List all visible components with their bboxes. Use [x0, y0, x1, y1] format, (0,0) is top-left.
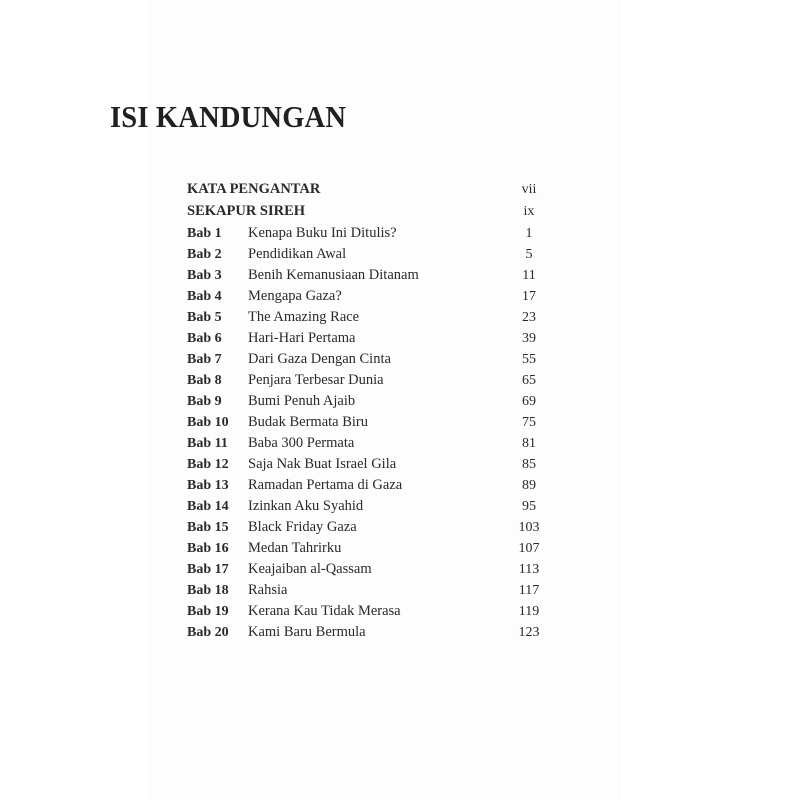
chapter-number: Bab 3: [187, 268, 222, 283]
toc-chapter-row: [187, 454, 549, 475]
toc-entry-kata-pengantar: [187, 179, 549, 201]
chapter-page: 85: [522, 457, 536, 472]
toc-chapter-row: [187, 538, 549, 559]
chapter-number: Bab 20: [187, 625, 229, 640]
chapter-title: Ramadan Pertama di Gaza: [248, 477, 403, 493]
toc-entry-sekapur-sireh: [187, 201, 549, 223]
chapter-page: 11: [522, 268, 536, 283]
chapter-number: Bab 16: [187, 541, 229, 556]
chapter-title: Baba 300 Permata: [248, 435, 355, 451]
chapter-page: 81: [522, 436, 536, 451]
chapter-title: Benih Kemanusiaan Ditanam: [248, 267, 419, 283]
chapter-page: 113: [518, 562, 540, 577]
chapter-number: Bab 11: [187, 436, 228, 451]
chapter-title: Bumi Penuh Ajaib: [248, 393, 356, 409]
chapter-page: 95: [522, 499, 536, 514]
chapter-title: Rahsia: [248, 582, 288, 598]
toc-chapter-row: [187, 307, 549, 328]
chapter-number: Bab 15: [187, 520, 229, 535]
toc-chapter-row: [187, 349, 549, 370]
chapter-page: 117: [518, 583, 540, 598]
chapter-number: Bab 18: [187, 583, 229, 598]
page-title: ISI KANDUNGAN: [110, 99, 347, 134]
chapter-page: 75: [522, 415, 536, 430]
chapter-title: Keajaiban al-Qassam: [248, 561, 372, 577]
chapter-page: 103: [518, 520, 540, 535]
toc-chapter-row: [187, 517, 549, 538]
chapter-number: Bab 4: [187, 289, 222, 304]
chapter-page: 123: [518, 625, 540, 640]
toc-entry-label: KATA PENGANTAR: [187, 181, 321, 197]
toc-entry-label: SEKAPUR SIREH: [187, 203, 306, 219]
toc-chapter-row: [187, 580, 549, 601]
table-of-contents: [187, 179, 549, 643]
chapter-page: 1: [525, 226, 533, 241]
chapter-title: Saja Nak Buat Israel Gila: [248, 456, 397, 472]
chapter-page: 23: [522, 310, 536, 325]
chapter-page: 65: [522, 373, 536, 388]
chapter-title: Kerana Kau Tidak Merasa: [248, 603, 401, 619]
toc-chapter-row: [187, 265, 549, 286]
chapter-number: Bab 5: [187, 310, 222, 325]
chapter-title: Hari-Hari Pertama: [248, 330, 356, 346]
chapter-page: 89: [522, 478, 536, 493]
chapter-title: Kenapa Buku Ini Ditulis?: [248, 225, 397, 241]
chapter-title: Dari Gaza Dengan Cinta: [248, 351, 391, 367]
chapter-page: 5: [525, 247, 533, 262]
chapter-title: Mengapa Gaza?: [248, 288, 342, 304]
toc-chapter-row: [187, 496, 549, 517]
chapter-number: Bab 6: [187, 331, 222, 346]
toc-chapter-row: [187, 433, 549, 454]
chapter-page: 39: [522, 331, 536, 346]
chapter-title: Kami Baru Bermula: [248, 624, 366, 640]
toc-chapter-row: [187, 286, 549, 307]
chapter-title: Pendidikan Awal: [248, 246, 347, 262]
toc-chapter-row: [187, 412, 549, 433]
chapter-number: Bab 14: [187, 499, 229, 514]
chapter-title: The Amazing Race: [248, 309, 360, 325]
chapter-number: Bab 19: [187, 604, 229, 619]
toc-entry-page: vii: [521, 182, 537, 197]
chapter-number: Bab 13: [187, 478, 229, 493]
toc-chapter-row: [187, 244, 549, 265]
chapter-number: Bab 10: [187, 415, 229, 430]
chapter-title: Medan Tahrirku: [248, 540, 342, 556]
chapter-page: 119: [518, 604, 540, 619]
toc-chapter-row: [187, 223, 549, 244]
chapter-number: Bab 9: [187, 394, 222, 409]
chapter-title: Izinkan Aku Syahid: [248, 498, 364, 514]
chapter-page: 107: [518, 541, 540, 556]
chapter-page: 17: [522, 289, 536, 304]
chapter-title: Black Friday Gaza: [248, 519, 357, 535]
chapter-title: Penjara Terbesar Dunia: [248, 372, 384, 388]
toc-chapter-row: [187, 622, 549, 643]
toc-chapter-row: [187, 601, 549, 622]
chapter-number: Bab 1: [187, 226, 222, 241]
chapter-number: Bab 7: [187, 352, 222, 367]
chapter-page: 69: [522, 394, 536, 409]
chapter-number: Bab 8: [187, 373, 222, 388]
toc-chapter-row: [187, 559, 549, 580]
chapter-title: Budak Bermata Biru: [248, 414, 369, 430]
chapter-number: Bab 12: [187, 457, 229, 472]
toc-chapter-row: [187, 475, 549, 496]
chapter-number: Bab 17: [187, 562, 229, 577]
toc-chapter-row: [187, 328, 549, 349]
chapter-number: Bab 2: [187, 247, 222, 262]
toc-chapter-row: [187, 370, 549, 391]
toc-entry-page: ix: [523, 204, 535, 219]
chapter-page: 55: [522, 352, 536, 367]
toc-chapter-row: [187, 391, 549, 412]
